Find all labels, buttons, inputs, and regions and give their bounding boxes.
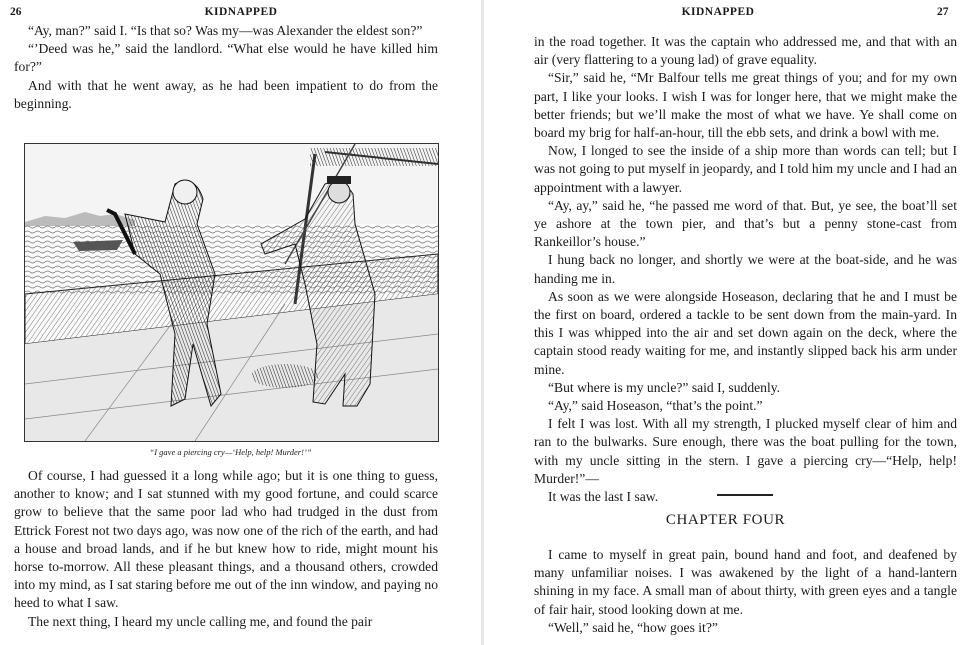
page-number-right: 27 [937,6,949,18]
paragraph: “But where is my uncle?” said I, suddenly. [548,379,781,395]
paragraph: I felt I was lost. With all my strength, I plucked myself clear of him and ran to the bulwarks. Sure enough, there was the boat pulling for the town, with my uncle sitting in the stern. I gave a piercing cry—“Help, help! Murder!”— [534,416,957,486]
paragraph: “’Deed was he,” said the landlord. “What else would he have killed him for?” [14,41,438,75]
running-head-left: KIDNAPPED [204,6,278,18]
paragraph: “Ay,” said Hoseason, “that’s the point.” [548,398,763,414]
paragraph: “Well,” said he, “how goes it?” [548,619,718,635]
paragraph: I hung back no longer, and shortly we were at the boat-side, and he was handing me in. [534,252,957,286]
chapter-text [534,546,957,637]
right-text [534,33,957,506]
paragraph: I came to myself in great pain, bound hand and foot, and deafened by many unfamiliar noises. I was awakened by the light of a hand-lantern shining in my face. A small man of about thirty, with green eyes and a tangle of fair hair, stood looking down at me. [534,547,957,617]
paragraph: And with that he went away, as he had been impatient to do from the beginning. [14,77,438,111]
paragraph: “Ay, ay,” said he, “he passed me word of that. But, ye see, the boat’ll set ye ashore at the town pier, and that’s but a penny stone-cast from Rankeillor’s house.” [534,197,957,250]
paragraph: “Sir,” said he, “Mr Balfour tells me great things of you; and for my own part, I like your looks. I wish I was for longer here, that we might make the better friends; but we’ll make the most of what we have. Ye shall come on board my brig for half-an-hour, till the ebb sets, and drink a bowl with me. [534,70,957,141]
ship-deck-illustration [25,144,438,441]
paragraph: Of course, I had guessed it a long while ago; but it is one thing to guess, another to know; and I sat stunned with my good fortune, and could scarce grow to believe that the same poor lad who had trudged in the dust from Ettrick Forest not two days ago, was now one of the rich of the earth, and had a house and broad lands, and if he but knew how to ride, might mount his horse to-morrow. All these pleasant things, and a thousand others, crowded into my mind, as I sat staring before me out of the inn window, and paying no heed to what I saw. [14,468,438,611]
illustration [24,143,439,442]
chapter-title: CHAPTER FOUR [665,512,786,528]
paragraph: in the road together. It was the captain who addressed me, and that with an air (very flattering to a young lad) of grave equality. [534,34,957,68]
illustration-caption: “I gave a piercing cry—‘Help, help! Murder!’” [149,447,312,457]
paragraph: The next thing, I heard my uncle calling me, and found the pair [28,613,373,629]
left-text-top [14,22,438,113]
page-number-left: 26 [10,6,22,18]
left-page [0,0,482,645]
paragraph: Now, I longed to see the inside of a ship more than words can tell; but I was not going to put myself in jeopardy, and I told him my uncle and I had an appointment with a lawyer. [534,143,957,195]
running-head-right: KIDNAPPED [681,6,755,18]
chapter-rule [717,494,773,496]
left-text-bottom [14,467,438,631]
paragraph: As soon as we were alongside Hoseason, declaring that he and I must be the first on board, ordered a tackle to be sent down from the main-yard. In this I was whipped into the air and set down again on the deck, where the captain stood ready waiting for me, and instantly slipped back his arm under mine. [534,288,957,377]
paragraph: It was the last I saw. [548,489,659,505]
paragraph: “Ay, man?” said I. “Is that so? Was my—was Alexander the eldest son?” [28,23,423,38]
